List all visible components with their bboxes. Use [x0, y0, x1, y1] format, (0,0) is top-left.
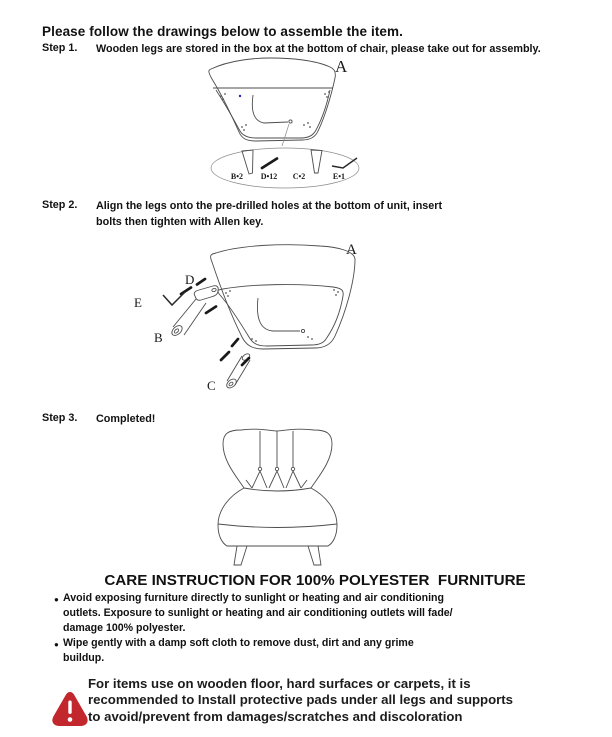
bolt-dash: [197, 279, 205, 285]
chair-legs: [234, 546, 321, 565]
care-bullet-text-2: Wipe gently with a damp soft cloth to remove dust, dirt and any grime buildup.: [63, 637, 414, 664]
part-label-d12: D•12: [260, 172, 278, 181]
care-bullet-item: [54, 636, 554, 666]
leg-part-c: [311, 150, 322, 173]
leg-c-assembly: [221, 339, 251, 390]
blue-marker-dot: [239, 95, 241, 97]
step2-diagram: [125, 232, 370, 397]
bullet-dot-icon: ●: [54, 640, 59, 649]
bolt-dash: [232, 339, 238, 346]
step3-text: Completed!: [96, 413, 156, 425]
chair-seat: [218, 488, 337, 546]
step1-text: Wooden legs are stored in the box at the bottom of chair, please take out for assembly.: [96, 43, 541, 55]
step2-text: Align the legs onto the pre-drilled holes at the bottom of unit, insert bolts then tighten with Allen key.: [96, 200, 443, 228]
completed-chair-drawing: [210, 424, 345, 569]
step1-diagram: [195, 52, 370, 192]
chair-back: [223, 429, 332, 488]
bolt-part-d: [262, 159, 277, 169]
bolt-dash: [206, 307, 216, 314]
bullet-dot-icon: ●: [54, 595, 59, 604]
step1-label: Step 1.: [42, 42, 78, 54]
care-bullet-item: [54, 591, 554, 636]
warning-triangle-icon: [52, 689, 88, 729]
diagram2-label-b: B: [154, 330, 163, 345]
bolt-dash: [221, 352, 229, 360]
care-bullet-text-1: Avoid exposing furniture directly to sunlight or heating and air conditioning outlets. Exposure to sunlight or heating and air conditioning outlets will fade/ damage 100% polyester.: [63, 592, 453, 634]
screw-holes2: [225, 289, 339, 342]
diagram2-label-a: A: [346, 242, 357, 258]
warning-text: For items use on wooden floor, hard surfaces or carpets, it is recommended to Install protective pads under all legs and supports to avoid/prevent from damages/scratches and discoloration: [88, 676, 514, 724]
bolt-dash: [181, 288, 191, 295]
step2-label: Step 2.: [42, 199, 78, 211]
care-instruction-title: CARE INSTRUCTION FOR 100% POLYESTER FURNITURE: [104, 572, 526, 589]
diagram2-label-c: C: [207, 378, 216, 393]
care-bullet-list: [54, 591, 554, 666]
diagram2-label-d: D: [185, 272, 195, 287]
chair-bottom-drawing: [209, 58, 335, 146]
chair-bottom-drawing2: [211, 245, 355, 349]
leg-b-assembly: [170, 279, 218, 337]
step3-label: Step 3.: [42, 412, 78, 424]
part-label-c2: C•2: [292, 172, 306, 181]
part-label-e1: E•1: [332, 172, 346, 181]
part-label-b2: B•2: [230, 172, 244, 181]
parts-ellipse: [211, 148, 359, 188]
diagram1-label-a: A: [335, 57, 348, 76]
leg-part-b: [242, 150, 253, 174]
diagram2-label-e: E: [134, 295, 142, 310]
page-title: Please follow the drawings below to assemble the item.: [42, 24, 403, 39]
allen-key-part-e: [332, 158, 357, 168]
